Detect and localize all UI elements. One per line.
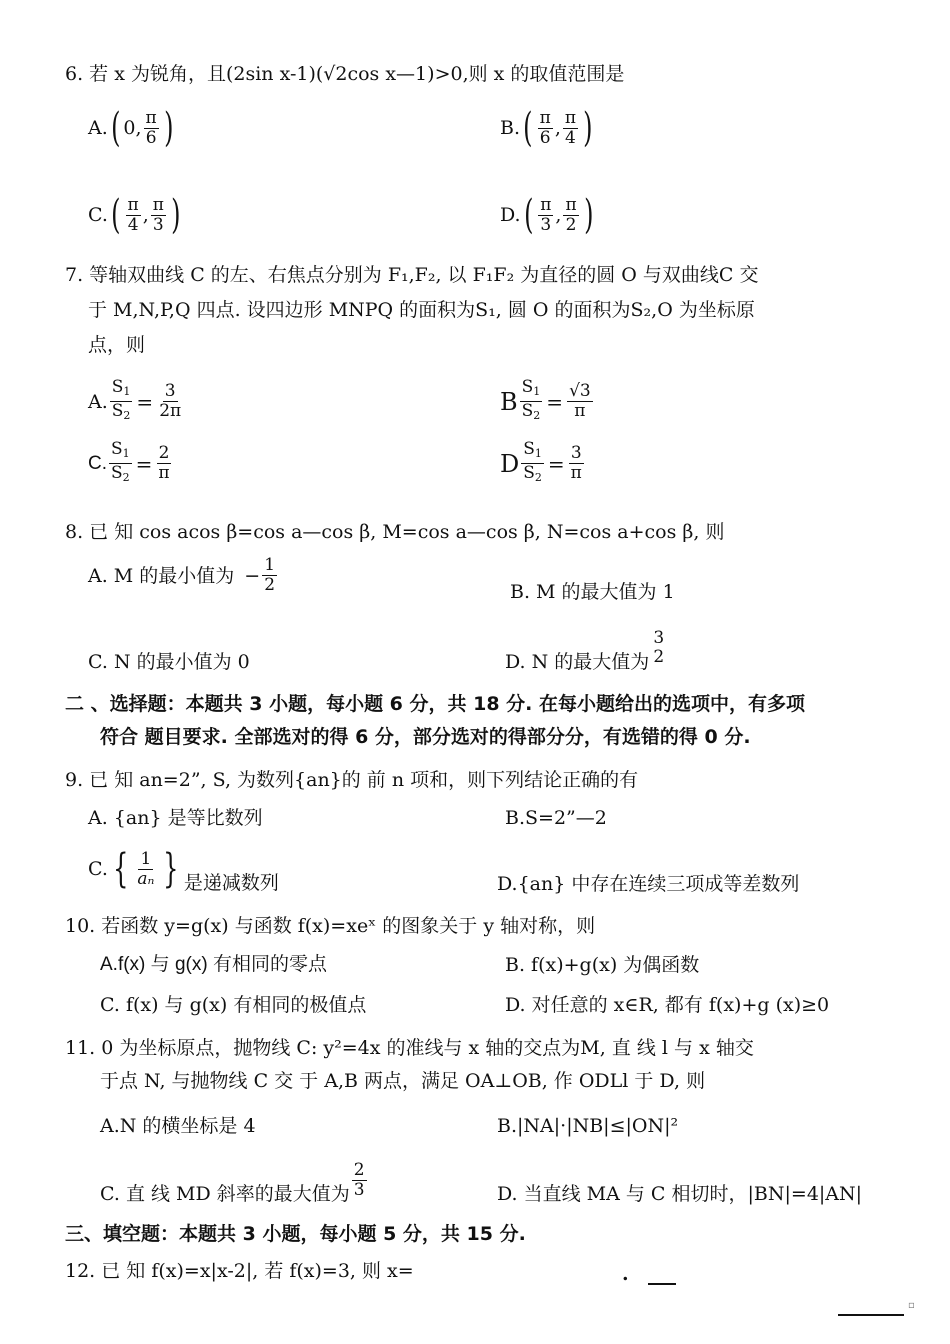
q9-c-den: aₙ xyxy=(137,868,155,889)
q8-a-frac xyxy=(262,556,277,595)
corner-mark: ▫ xyxy=(908,1300,915,1311)
q11-c-frac xyxy=(352,1161,367,1200)
q6-a-d2: 6 xyxy=(145,127,157,148)
q8-a-den: 2 xyxy=(264,575,276,595)
q8-d-frac xyxy=(651,629,666,667)
q9-c-text: 是递减数列 xyxy=(183,872,279,894)
q7-d-i2: 2 xyxy=(534,471,542,484)
section2-line2: 符合 题目要求. 全部选对的得 6 分，部分选对的得部分分，有选错的得 0 分. xyxy=(100,726,751,748)
q7-a-value xyxy=(157,382,183,421)
q8-option-b[interactable]: B. M 的最大值为 1 xyxy=(510,581,675,603)
q6-b-label: B. xyxy=(500,117,521,139)
q6-option-d[interactable] xyxy=(500,192,596,238)
q6-d-n2: π xyxy=(565,194,577,215)
q6-option-b[interactable] xyxy=(500,105,596,151)
q12-stem: 12. 已 知 f(x)=x|x-2|, 若 f(x)=3, 则 x= xyxy=(65,1260,414,1282)
q6-b-d1: 6 xyxy=(539,127,551,148)
q7-d-label: D xyxy=(500,449,520,478)
q6-d-d2: 2 xyxy=(565,214,577,235)
q10-option-d[interactable]: D. 对任意的 x∈R, 都有 f(x)+g (x)≥0 xyxy=(505,994,830,1016)
q7-c-ratio xyxy=(109,440,132,487)
q6-c-n1: π xyxy=(127,194,139,215)
q9-option-d[interactable]: D.{an} 中存在连续三项成等差数列 xyxy=(497,873,800,895)
q7-d-den: π xyxy=(570,463,582,483)
q11-c-num: 2 xyxy=(353,1159,365,1180)
q6-option-a[interactable] xyxy=(88,105,176,151)
q7-option-d[interactable]: D $\frac{S_1}{S_2}$ = $\frac{3}{\pi}$ xyxy=(500,440,586,487)
footer-rule xyxy=(838,1314,904,1316)
q7-d-num: 3 xyxy=(570,443,582,463)
q8-option-a[interactable] xyxy=(88,556,279,595)
q9-stem: 9. 已 知 an=2”, S, 为数列{an}的 前 n 项和，则下列结论正确的有 xyxy=(65,769,639,791)
q6-b-n1: π xyxy=(539,107,551,128)
q8-option-d[interactable] xyxy=(505,622,668,674)
q8-a-sign: − xyxy=(244,564,261,587)
q6-b-interval: ( $\frac{\pi}{6}$ , $\frac{\pi}{4}$ ) xyxy=(523,105,593,151)
q6-a-interval: ( 0 , $\frac{\pi}{6}$ ) xyxy=(110,105,174,151)
q7-c-num: 2 xyxy=(158,443,170,463)
q7-b-label: B xyxy=(500,387,518,416)
q6-a-label: A. xyxy=(88,117,108,139)
q7-a-i2: 2 xyxy=(123,409,131,422)
q6-d-interval: ( $\frac{\pi}{3}$ , $\frac{\pi}{2}$ ) xyxy=(523,192,594,238)
q7-option-b[interactable]: B $\frac{S_1}{S_2}$ = $\frac{√3}{\pi}$ xyxy=(500,378,595,425)
q11-line1: 11. 0 为坐标原点，抛物线 C: y²=4x 的准线与 x 轴的交点为M, 直 线 l 与 x 轴交 xyxy=(65,1037,754,1059)
q6-a-n2: π xyxy=(145,107,157,128)
q10-option-a[interactable]: A.f(x) 与 g(x) 有相同的零点 xyxy=(100,954,327,975)
q7-d-s1: S xyxy=(523,439,535,459)
q7-a-s2: S xyxy=(111,401,124,421)
q10-option-c[interactable]: C. f(x) 与 g(x) 有相同的极值点 xyxy=(100,994,367,1016)
q7-d-ratio xyxy=(521,440,544,487)
q12-answer-blank[interactable] xyxy=(648,1283,676,1285)
q9-c-label: C. xyxy=(88,858,108,880)
q7-c-i2: 2 xyxy=(122,471,130,484)
q6-a-left: 0 xyxy=(123,117,136,139)
q7-b-num: √3 xyxy=(569,381,591,401)
q6-c-n2: π xyxy=(152,194,164,215)
q11-c-den: 3 xyxy=(353,1179,365,1200)
q7-b-s1: S xyxy=(521,377,534,397)
q6-c-label: C. xyxy=(88,204,108,226)
q6-d-n1: π xyxy=(540,194,552,215)
q8-a-text: A. M 的最小值为 xyxy=(88,564,235,587)
q7-line2: 于 M,N,P,Q 四点. 设四边形 MNPQ 的面积为S₁, 圆 O 的面积为S₂,O 为坐标原 xyxy=(88,299,755,321)
q6-c-d1: 4 xyxy=(127,214,139,235)
q7-b-s2: S xyxy=(521,401,534,421)
q9-option-b[interactable]: B.S=2”—2 xyxy=(505,807,607,829)
q9-c-set: { $\frac{1}{\text{aₙ}}$ } xyxy=(112,846,179,892)
q7-b-value xyxy=(567,382,593,421)
q9-option-c[interactable] xyxy=(88,843,279,895)
q7-c-s1: S xyxy=(111,439,123,459)
q8-a-num: 1 xyxy=(264,555,276,575)
q11-option-a[interactable]: A.N 的横坐标是 4 xyxy=(100,1115,256,1137)
q7-line1: 7. 等轴双曲线 C 的左、右焦点分别为 F₁,F₂, 以 F₁F₂ 为直径的圆 O 与双曲线C 交 xyxy=(65,264,759,286)
q9-c-num: 1 xyxy=(140,848,152,869)
q7-line3: 点，则 xyxy=(88,334,146,356)
q9-option-a[interactable]: A. {an} 是等比数列 xyxy=(88,807,263,829)
section2-line1: 二 、选择题：本题共 3 小题，每小题 6 分，共 18 分. 在每小题给出的选项中，有多项 xyxy=(65,693,806,715)
q6-b-d2: 4 xyxy=(565,127,576,148)
q6-c-d2: 3 xyxy=(152,214,164,235)
q7-d-s2: S xyxy=(523,463,535,483)
q7-c-s2: S xyxy=(111,463,123,483)
q6-d-d1: 3 xyxy=(540,214,552,235)
q11-option-b[interactable]: B.|NA|·|NB|≤|ON|² xyxy=(497,1115,679,1137)
q7-b-i1: 1 xyxy=(533,385,541,398)
q6-option-c[interactable] xyxy=(88,192,184,238)
q7-d-i1: 1 xyxy=(534,447,542,460)
q7-a-num: 3 xyxy=(164,381,176,401)
q7-c-label: C. xyxy=(88,452,107,474)
q7-b-den: π xyxy=(574,401,586,421)
q7-a-i1: 1 xyxy=(123,385,131,398)
q10-option-b[interactable]: B. f(x)+g(x) 为偶函数 xyxy=(505,954,700,976)
q6-c-interval: ( $\frac{\pi}{4}$ , $\frac{\pi}{3}$ ) xyxy=(111,192,181,238)
q6-stem: 6. 若 x 为锐角，且(2sin x-1)(√2cos x—1)>0,则 x 的取值范围是 xyxy=(65,63,625,85)
q7-b-i2: 2 xyxy=(533,409,541,422)
q8-d-text: D. N 的最大值为 xyxy=(505,651,650,673)
q11-c-text: C. 直 线 MD 斜率的最大值为 xyxy=(100,1183,350,1205)
q7-a-ratio xyxy=(110,378,133,425)
q11-line2: 于点 N, 与抛物线 C 交 于 A,B 两点，满足 OA⊥OB, 作 ODLl 于 D, 则 xyxy=(100,1070,706,1092)
q11-option-c[interactable] xyxy=(100,1154,369,1206)
q8-stem: 8. 已 知 cos acos β=cos a—cos β, M=cos a—cos β, N=cos a+cos β, 则 xyxy=(65,521,725,543)
q7-option-c[interactable]: C. $\frac{S_1}{S_2}$ = $\frac{2}{\pi}$ xyxy=(88,440,174,487)
q7-b-ratio xyxy=(520,378,543,425)
q12-dot: . xyxy=(622,1263,629,1285)
q7-a-s1: S xyxy=(111,377,124,397)
q7-d-value xyxy=(569,444,584,483)
q10-stem: 10. 若函数 y=g(x) 与函数 f(x)=xeˣ 的图象关于 y 轴对称，则 xyxy=(65,915,596,937)
section3-title: 三、填空题：本题共 3 小题，每小题 5 分，共 15 分. xyxy=(65,1223,526,1245)
q8-d-num: 3 xyxy=(653,628,665,648)
q8-d-den: 2 xyxy=(653,647,665,667)
q11-option-d[interactable]: D. 当直线 MA 与 C 相切时，|BN|=4|AN| xyxy=(497,1183,863,1205)
q6-b-n2: π xyxy=(564,107,577,128)
q8-option-c[interactable]: C. N 的最小值为 0 xyxy=(88,651,250,673)
q6-d-label: D. xyxy=(500,204,521,226)
q7-c-den: π xyxy=(158,463,170,483)
q7-c-value xyxy=(156,444,171,483)
q7-a-den: 2π xyxy=(159,401,182,421)
q7-c-i1: 1 xyxy=(122,447,130,460)
q7-a-label: A. xyxy=(88,390,108,413)
q7-option-a[interactable]: A. $\frac{S_1}{S_2}$ = $\frac{3}{2\pi}$ xyxy=(88,378,185,425)
